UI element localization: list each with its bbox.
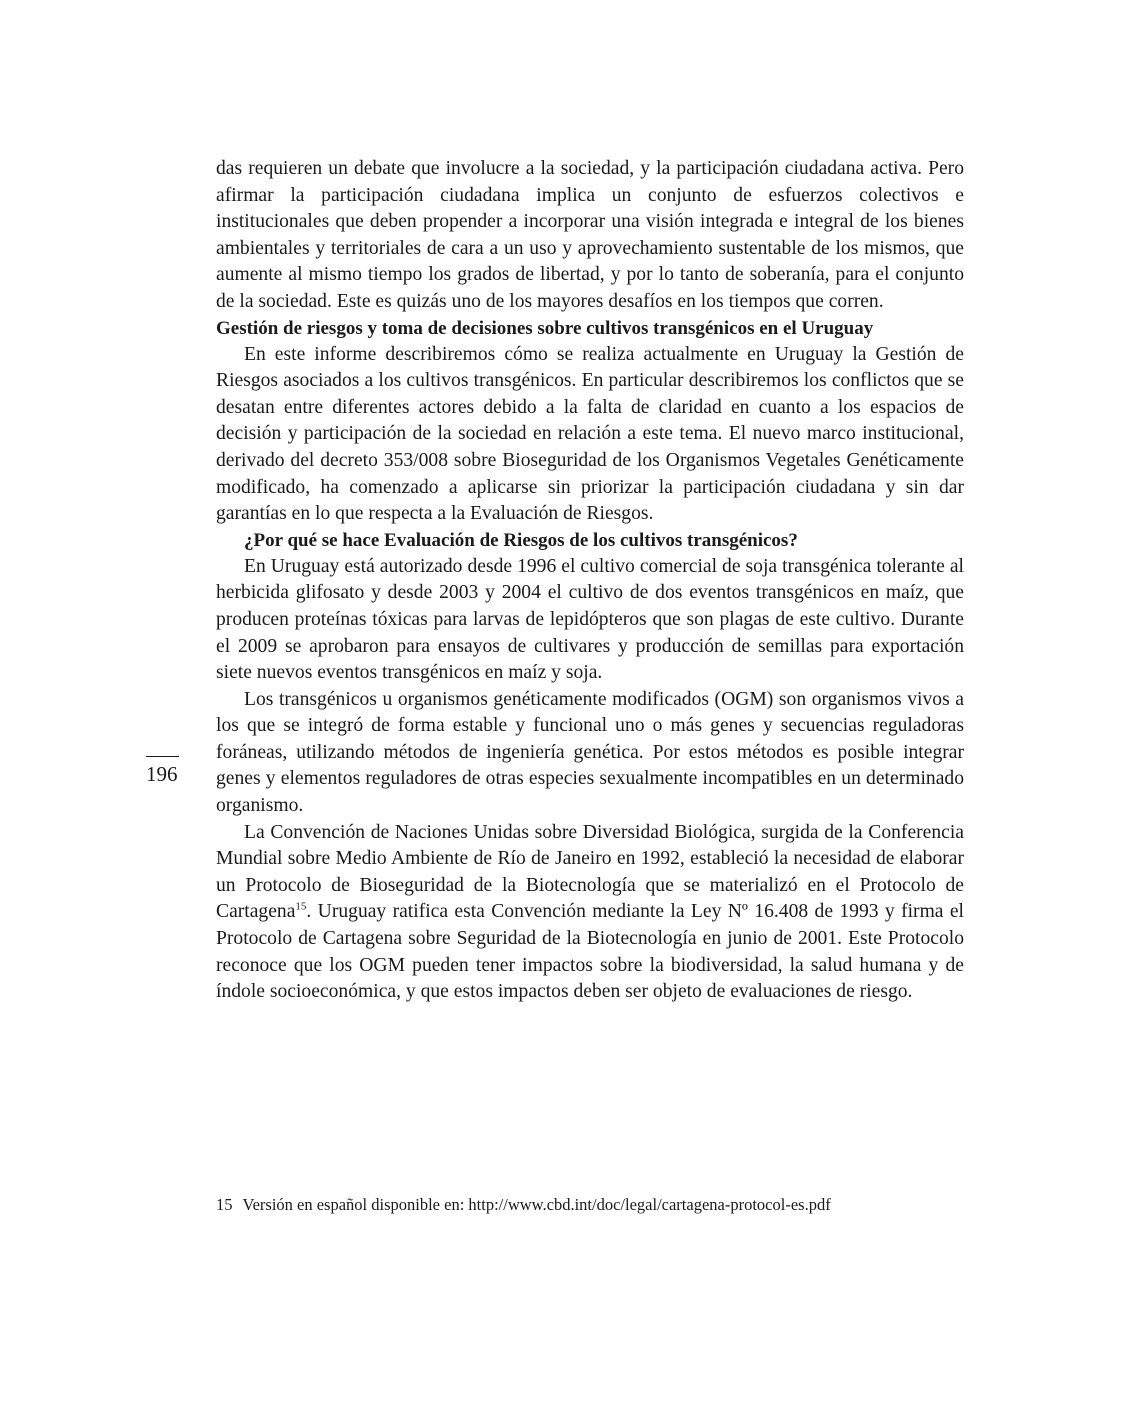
footnote-text: Versión en español disponible en: http://www.cbd.int/doc/legal/cartagena-protocol-es.pdf bbox=[242, 1195, 831, 1214]
paragraph-uruguay-crops: En Uruguay está autorizado desde 1996 el cultivo comercial de soja transgénica tolerante al herbicida glifosato y desde 2003 y 2004 el cultivo de dos eventos transgénicos en maíz, que producen proteínas tóxicas para larvas de lepidópteros que son plagas de este cultivo. Durante el 2009 se aprobaron para ensayos de cultivares y producción de semillas para exportación siete nuevos eventos transgénicos en maíz y soja. bbox=[216, 555, 964, 684]
subsection-heading: ¿Por qué se hace Evaluación de Riesgos de los cultivos transgénicos? bbox=[244, 529, 798, 551]
paragraph-intro: En este informe describiremos cómo se realiza actualmente en Uruguay la Gestión de Riesgos asociados a los cultivos transgénicos. En particular describiremos los conflictos que se desatan entre diferentes actores debido a la falta de claridad en cuanto a los espacios de decisión y participación de la sociedad en relación a este tema. El nuevo marco institucional, derivado del decreto 353/008 sobre Bioseguridad de los Organismos Vegetales Genéticamente modificado, ha comenzado a aplicarse sin priorizar la participación ciudadana y sin dar garantías en lo que respecta a la Evaluación de Riesgos. bbox=[216, 343, 964, 525]
body-text bbox=[216, 156, 964, 1006]
paragraph-continuation: das requieren un debate que involucre a la sociedad, y la participación ciudadana activa. Pero afirmar la participación ciudadana implica un conjunto de esfuerzos colectivos e institucionales que deben propender a incorporar una visión integrada e integral de los bienes ambientales y territoriales de cara a un uso y aprovechamiento sustentable de los mismos, que aumente al mismo tiempo los grados de libertad, y por lo tanto de soberanía, para el conjunto de la sociedad. Este es quizás uno de los mayores desafíos en los tiempos que corren. bbox=[216, 158, 964, 312]
paragraph-convention-part1: La Convención de Naciones Unidas sobre Diversidad Biológica, surgida de la Conferencia Mundial sobre Medio Ambiente de Río de Janeiro en 1992, estableció la necesidad de elaborar un Protocolo de Bioseguridad de la Biotecnología que se materializó en el Protocolo de Cartagena bbox=[216, 821, 964, 923]
footnote-number: 15 bbox=[216, 1195, 233, 1214]
paragraph-convention-part2: . Uruguay ratifica esta Convención mediante la Ley Nº 16.408 de 1993 y firma el Protocolo de Cartagena sobre Seguridad de la Biotecnología en junio de 2001. Este Protocolo reconoce que los OGM pueden tener impactos sobre la biodiversidad, la salud humana y de índole socioeconómica, y que estos impactos deben ser objeto de evaluaciones de riesgo. bbox=[216, 901, 964, 1003]
section-heading: Gestión de riesgos y toma de decisiones sobre cultivos transgénicos en el Uruguay bbox=[216, 317, 874, 339]
page-number: 196 bbox=[146, 762, 178, 786]
footnote-reference[interactable]: 15 bbox=[295, 900, 307, 913]
paragraph-convention bbox=[216, 820, 964, 1006]
page-number-rule bbox=[146, 756, 179, 757]
paragraph-ogm-definition: Los transgénicos u organismos genéticamente modificados (OGM) son organismos vivos a los que se integró de forma estable y funcional uno o más genes y secuencias reguladoras foráneas, utilizando métodos de ingeniería genética. Por estos métodos es posible integrar genes y elementos reguladores de otras especies sexualmente incompatibles en un determinado organismo. bbox=[216, 688, 964, 817]
footnote bbox=[216, 1194, 976, 1216]
